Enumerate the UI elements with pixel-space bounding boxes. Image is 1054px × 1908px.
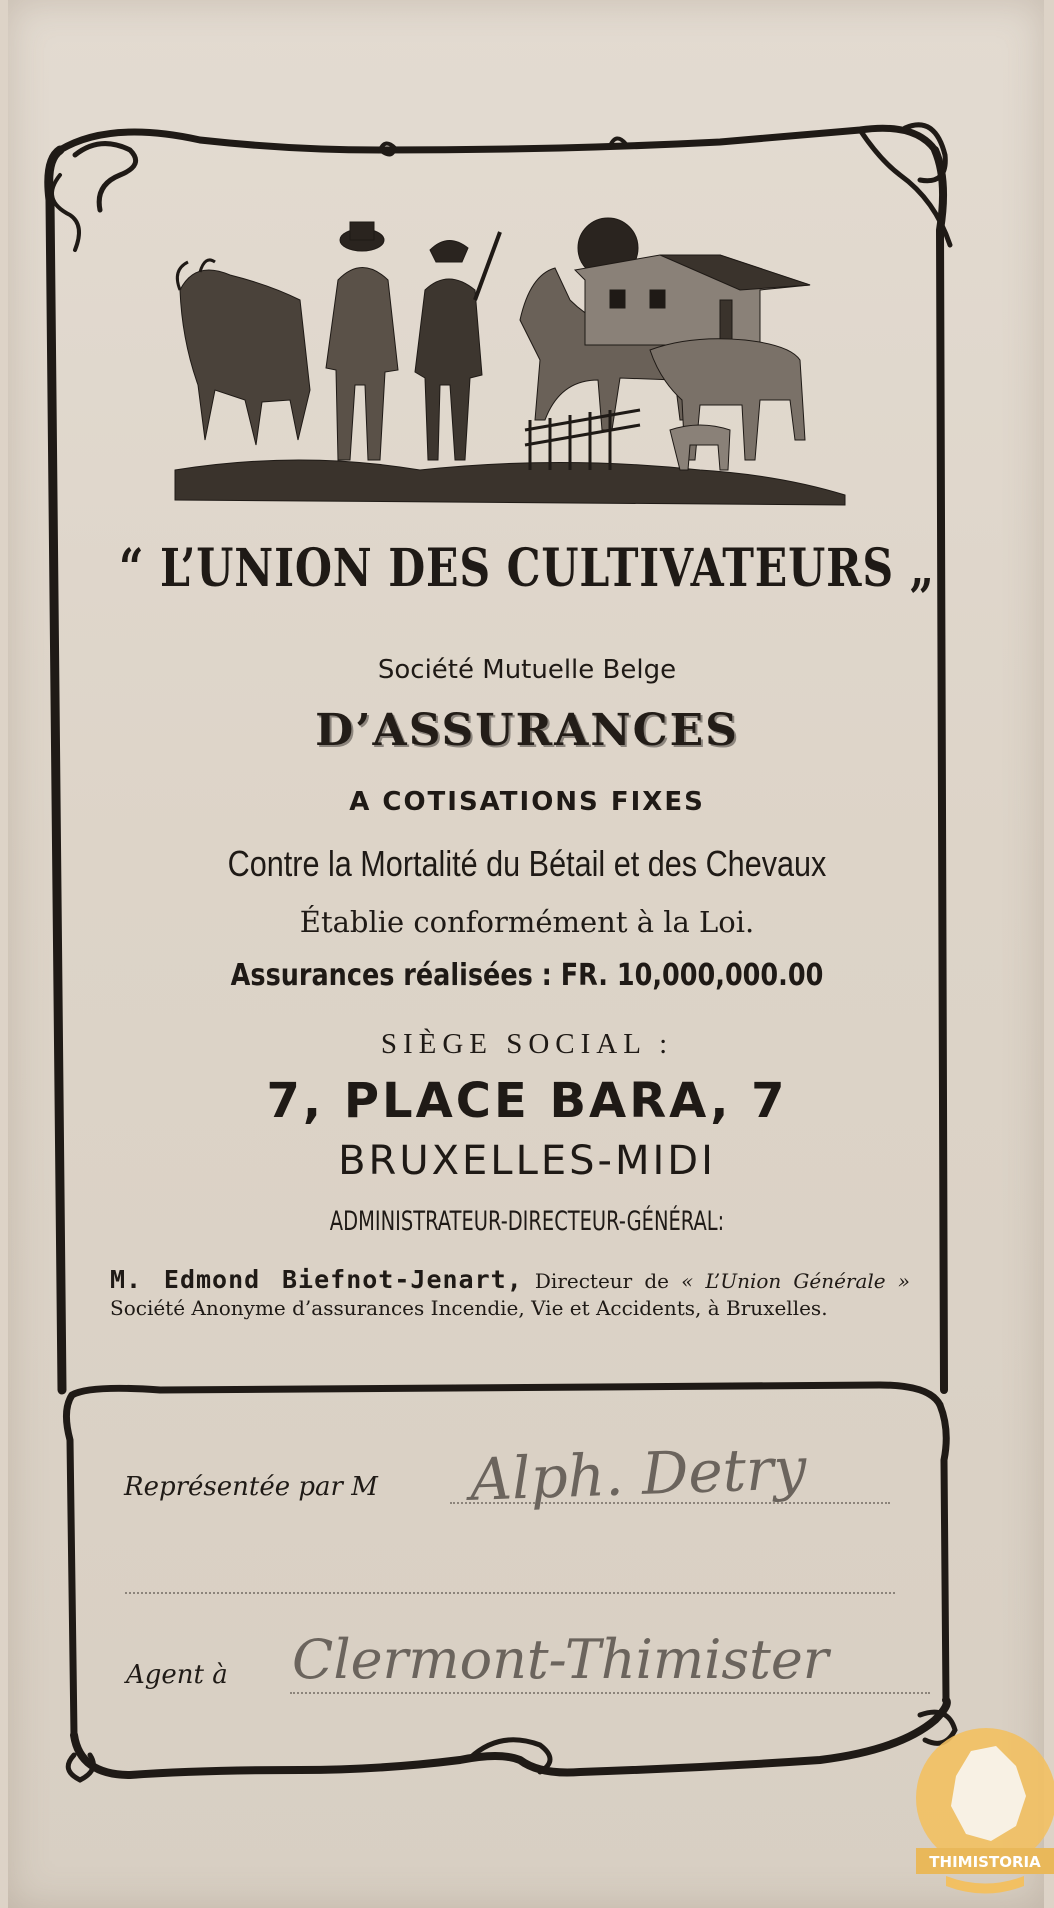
director-paragraph	[110, 1266, 910, 1322]
assurances-heading: D’ASSURANCES	[315, 705, 739, 756]
blank-dotted-line	[125, 1592, 895, 1594]
coverage-line: Contre la Mortalité du Bétail et des Chevaux	[227, 843, 827, 884]
union-generale: « L’Union Générale »	[681, 1269, 910, 1293]
agent-location-label: Agent à	[126, 1660, 228, 1690]
insured-amount-line: Assurances réalisées : FR. 10,000,000.00	[230, 958, 824, 993]
agent-location-value: Clermont-Thimister	[292, 1628, 829, 1691]
head-office-city: BRUXELLES-MIDI	[338, 1138, 716, 1184]
director-company-description: Société Anonyme d’assurances Incendie, Vie et Accidents, à Bruxelles.	[110, 1296, 828, 1320]
director-name: M. Edmond Biefnot-Jenart,	[110, 1265, 523, 1294]
cotisations-line: A COTISATIONS FIXES	[349, 787, 705, 817]
administrator-title: ADMINISTRATEUR-DIRECTEUR-GÉNÉRAL:	[329, 1206, 725, 1237]
logo-text: THIMISTORIA	[929, 1853, 1041, 1871]
agent-dotted-line	[290, 1692, 930, 1694]
director-role: Directeur de	[522, 1269, 682, 1293]
represented-by-label: Représentée par M	[124, 1472, 378, 1502]
thimistoria-logo	[916, 1726, 1054, 1908]
head-office-address: 7, PLACE BARA, 7	[266, 1073, 788, 1129]
company-subtitle: Société Mutuelle Belge	[377, 655, 677, 685]
head-office-label: SIÈGE SOCIAL :	[380, 1028, 674, 1060]
company-title: “ L’UNION DES CULTIVATEURS „	[119, 538, 935, 599]
legal-line: Établie conformément à la Loi.	[299, 905, 755, 939]
represented-by-value: Alph. Detry	[468, 1434, 808, 1514]
